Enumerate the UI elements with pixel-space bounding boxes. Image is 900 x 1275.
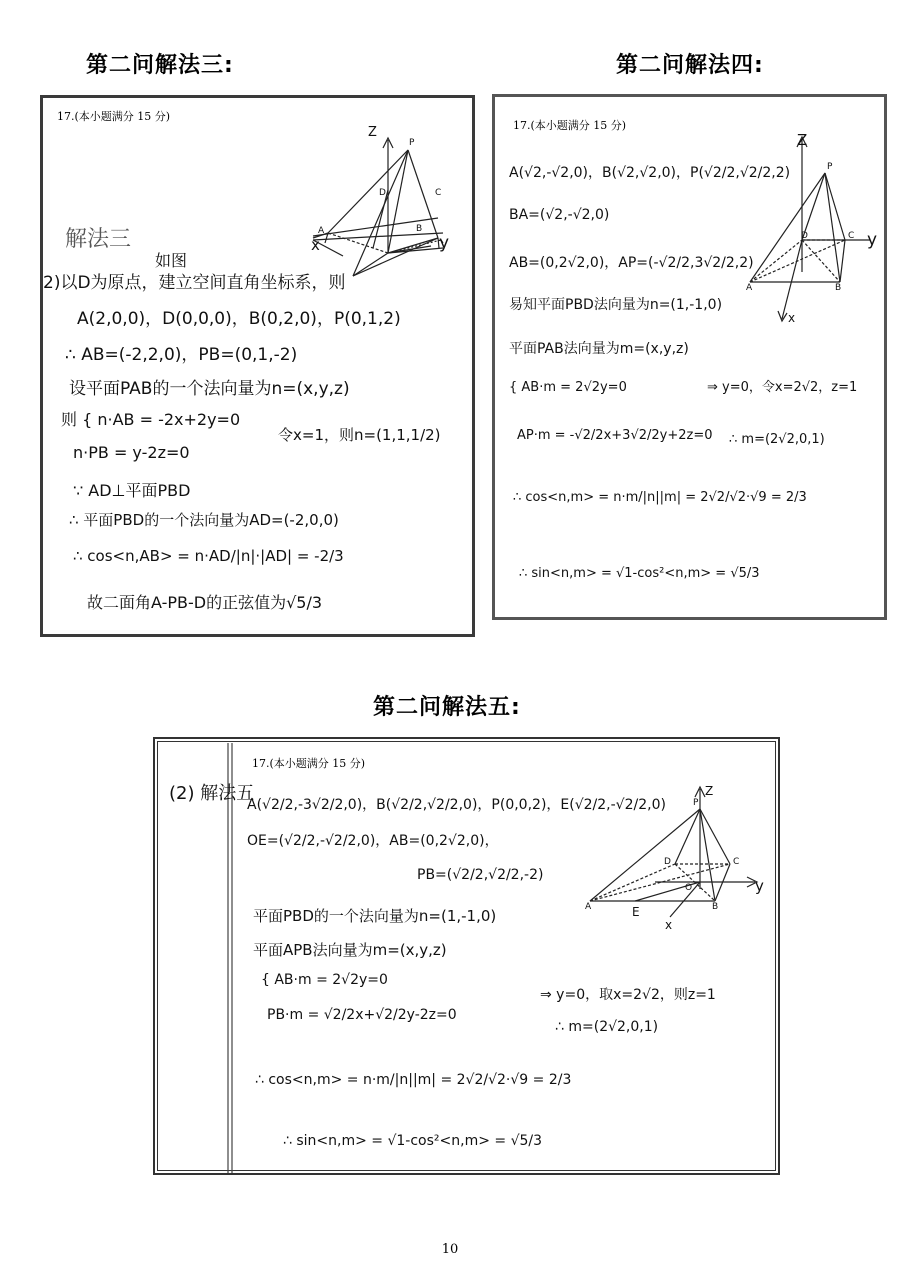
method3-line-3: ∴ AB=(-2,2,0)，PB=(0,1,-2) — [65, 345, 298, 365]
fig5-label-x: x — [665, 918, 673, 932]
fig4-label-y: y — [867, 230, 878, 250]
method3-line-9: ∴ 平面PBD的一个法向量为AD=(-2,0,0) — [69, 511, 339, 529]
method4-line-7: AP·m = -√2/2x+3√2/2y+2z=0 — [517, 428, 713, 443]
method5-line-2: OE=(√2/2,-√2/2,0)，AB=(0,2√2,0)， — [247, 833, 499, 849]
heading-method3: 第二问解法三: — [86, 53, 234, 78]
fig5-label-z: Z — [705, 784, 714, 798]
method4-line-11: ∴ sin<n,m> = √1-cos²<n,m> = √5/3 — [519, 566, 760, 581]
method3-line-2: A(2,0,0)，D(0,0,0)，B(0,2,0)，P(0,1,2) — [77, 309, 401, 329]
fig-label-b: B — [416, 224, 423, 234]
method4-line-1: A(√2,-√2,0)，B(√2,√2,0)，P(√2/2,√2/2,2) — [509, 165, 791, 181]
panel-header-m4: 17.(本小题满分 15 分) — [513, 119, 627, 132]
fig-label-x: x — [311, 236, 320, 254]
method5-line-4: 平面PBD的一个法向量为n=(1,-1,0) — [253, 907, 497, 925]
method5-line-9: ∴ m=(2√2,0,1) — [555, 1019, 659, 1035]
method4-scan — [495, 97, 887, 620]
method5-scan — [155, 739, 780, 1175]
fig4-label-p: P — [827, 162, 833, 172]
method4-line-5: 平面PAB法向量为m=(x,y,z) — [509, 341, 689, 357]
fig-label-c: C — [435, 188, 442, 198]
panel-header: 17.(本小题满分 15 分) — [57, 110, 171, 123]
method3-line-11: 故二面角A-PB-D的正弦值为√5/3 — [87, 593, 323, 612]
fig-label-a: A — [318, 226, 325, 236]
method3-line-7: 令x=1，则n=(1,1,1/2) — [278, 426, 441, 444]
fig4-label-d: D — [801, 231, 808, 241]
method5-label: (2) 解法五 — [169, 783, 255, 804]
method3-line-4: 设平面PAB的一个法向量为n=(x,y,z) — [69, 379, 350, 399]
method5-line-6: { AB·m = 2√2y=0 — [261, 972, 388, 988]
method3-line-6: n·PB = y-2z=0 — [73, 443, 190, 462]
fig-label-d: D — [379, 188, 386, 198]
fig5-label-o: O — [685, 883, 693, 893]
pyramid-figure — [313, 138, 443, 276]
panel-method5 — [153, 737, 780, 1175]
fig4-label-z: Z — [797, 131, 808, 149]
method5-line-1: A(√2/2,-3√2/2,0)，B(√2/2,√2/2,0)，P(0,0,2)，E(√2/2,-√2/2,0) — [247, 797, 666, 813]
fig-label-z: Z — [368, 125, 377, 140]
method4-line-2: BA=(√2,-√2,0) — [509, 207, 610, 223]
heading-method5: 第二问解法五: — [373, 695, 521, 720]
fig4-label-c: C — [848, 231, 855, 241]
method3-line-1: 2)以D为原点，建立空间直角坐标系，则 — [43, 273, 346, 293]
method3-line-5: 则 { n·AB = -2x+2y=0 — [61, 410, 241, 429]
method3-line-10: ∴ cos<n,AB> = n·AD/|n|·|AD| = -2/3 — [73, 547, 344, 565]
fig4-label-x: x — [788, 311, 796, 325]
method4-line-9: ∴ m=(2√2,0,1) — [729, 432, 825, 447]
fig4-label-a: A — [746, 283, 753, 293]
fig5-label-a: A — [585, 902, 592, 912]
fig5-label-b: B — [712, 902, 719, 912]
method5-line-11: ∴ sin<n,m> = √1-cos²<n,m> = √5/3 — [283, 1133, 543, 1149]
method4-line-8: ⇒ y=0，令x=2√2，z=1 — [707, 380, 858, 395]
method3-figure-note: 如图 — [155, 251, 188, 270]
page-number: 10 — [441, 1242, 459, 1257]
method5-line-3: PB=(√2/2,√2/2,-2) — [417, 867, 544, 883]
panel-method3 — [40, 95, 475, 637]
method5-line-5: 平面APB法向量为m=(x,y,z) — [253, 941, 447, 959]
method4-line-6: { AB·m = 2√2y=0 — [509, 380, 627, 395]
method5-line-10: ∴ cos<n,m> = n·m/|n||m| = 2√2/√2·√9 = 2/3 — [255, 1072, 572, 1088]
fig5-label-c: C — [733, 857, 740, 867]
heading-method4: 第二问解法四: — [616, 53, 764, 78]
method4-line-4: 易知平面PBD法向量为n=(1,-1,0) — [509, 297, 723, 313]
fig5-label-e: E — [632, 905, 640, 919]
method3-line-8: ∵ AD⊥平面PBD — [73, 481, 191, 500]
fig-label-p: P — [409, 138, 415, 148]
method4-line-3: AB=(0,2√2,0)，AP=(-√2/2,3√2/2,2) — [509, 255, 754, 271]
fig5-label-p: P — [693, 798, 699, 808]
method5-line-7: PB·m = √2/2x+√2/2y-2z=0 — [267, 1007, 457, 1023]
method3-scan — [43, 98, 475, 637]
fig5-label-d: D — [664, 857, 671, 867]
fig-label-y: y — [439, 233, 450, 253]
fig4-label-b: B — [835, 283, 842, 293]
method3-label: 解法三 — [65, 227, 132, 252]
fig5-label-y: y — [755, 877, 764, 895]
panel-header-m5: 17.(本小题满分 15 分) — [252, 757, 366, 770]
panel-method4 — [492, 94, 887, 620]
method5-line-8: ⇒ y=0，取x=2√2，则z=1 — [540, 987, 716, 1003]
method4-line-10: ∴ cos<n,m> = n·m/|n||m| = 2√2/√2·√9 = 2/3 — [513, 490, 807, 505]
